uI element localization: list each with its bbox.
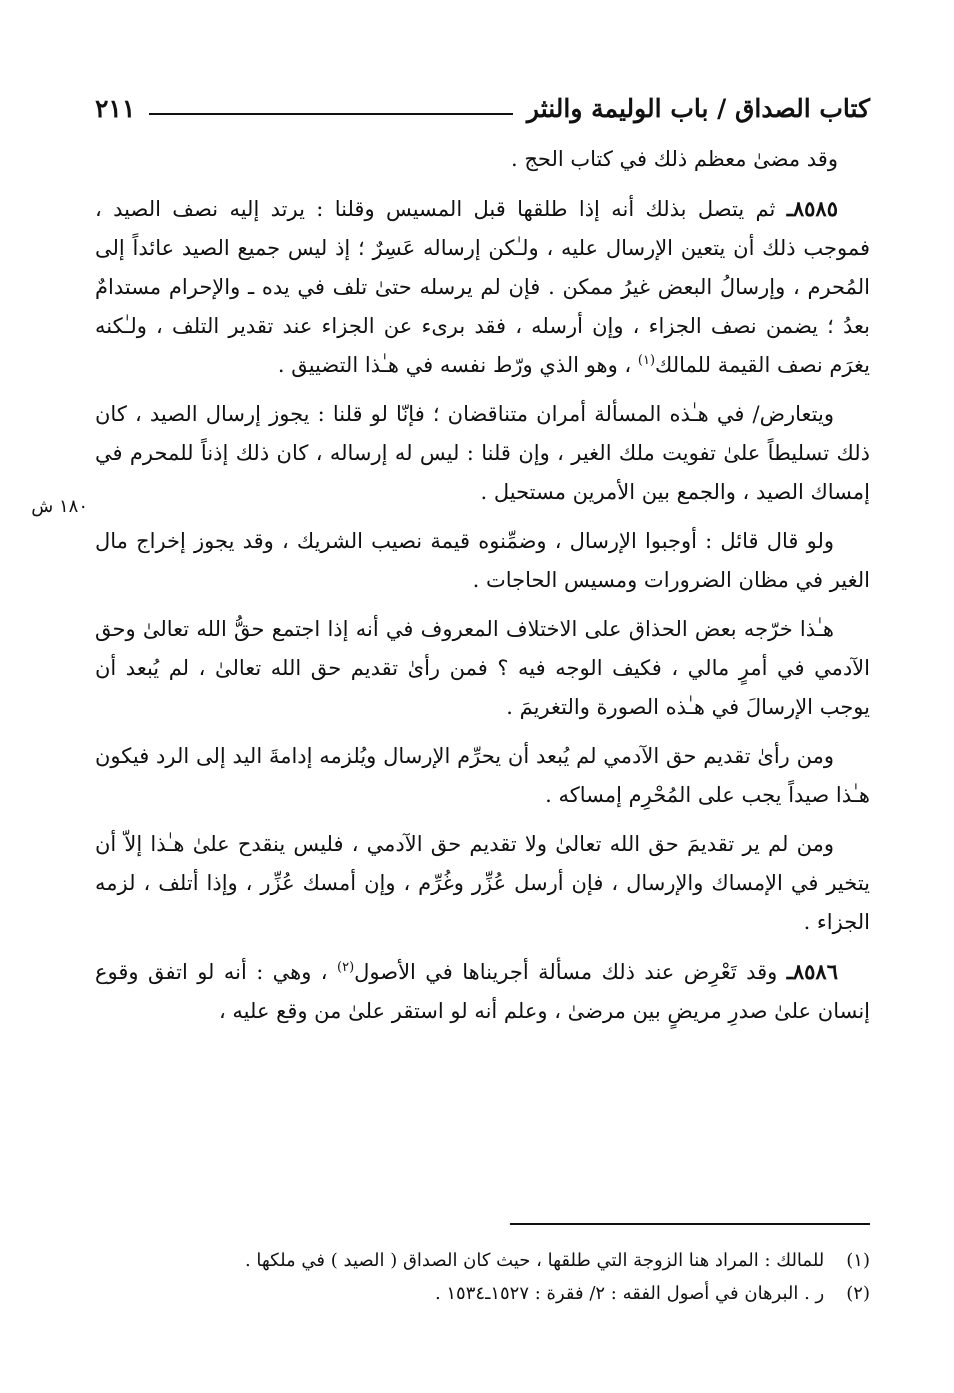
header-rule: [149, 113, 513, 115]
margin-note: ١٨٠ ش: [31, 496, 88, 517]
paragraph: [95, 737, 870, 815]
paragraph-text: وقد تَعْرِض عند ذلك مسألة أجريناها في الأصول: [354, 960, 778, 984]
footnote-text: ر . البرهان في أصول الفقه : ٢/ فقرة : ١٥٢٧ـ١٥٣٤ .: [434, 1283, 825, 1304]
footnote: [95, 1244, 870, 1277]
paragraph-number: ٨٥٨٥ـ: [786, 196, 838, 221]
paragraph-text: وقد مضىٰ معظم ذلك في كتاب الحج .: [511, 147, 838, 171]
paragraph-text: ولو قال قائل : أوجبوا الإرسال ، وضمِّنوه قيمة نصيب الشريك ، وقد يجوز إخراج مال الغير في مظان الضرورات ومسيس الحاجات .: [95, 529, 870, 592]
paragraph-numbered: [95, 952, 870, 1031]
footnote-divider: [510, 1223, 870, 1225]
paragraph-text: ويتعارض/ في هـٰذه المسألة أمران متناقضان ؛ فإنّا لو قلنا : يجوز إرسال الصيد ، كان ذلك تسليطاً علىٰ تفويت ملك الغير ، وإن قلنا : ليس له إرساله ، كان ذلك إذناً للمحرم في إمساك الصيد ، والجمع بين الأمرين مستحيل .: [95, 402, 870, 504]
paragraph-text: ثم يتصل بذلك أنه إذا طلقها قبل المسيس وقلنا : يرتد إليه نصف الصيد ، فموجب ذلك أن يتعين الإرسال عليه ، ولـٰكن إرساله عَسِرٌ ؛ إذ ليس جميع الصيد عائداً إلى المُحرم ، وإرسالُ البعض غيرُ ممكن . فإن لم يرسله حتىٰ تلف في يده ـ والإحرام مستدامٌ بعدُ ؛ يضمن نصف الجزاء ، وإن أرسله ، فقد برىء عن الجزاء عند تقدير التلف ، ولـٰكنه يغرَم نصف القيمة للمالك: [95, 197, 870, 377]
running-header: [95, 88, 870, 128]
paragraph: [95, 395, 870, 512]
footnote-ref[interactable]: (١): [637, 353, 656, 368]
paragraph-text-cont: ، وهي : أنه لو اتفق وقوع إنسان علىٰ صدرِ مريضٍ بين مرضىٰ ، وعلم أنه لو استقر علىٰ من وقع عليه ،: [95, 960, 870, 1023]
footnotes: [95, 1244, 870, 1310]
footnote-ref[interactable]: (٢): [337, 960, 355, 975]
paragraph-numbered: [95, 189, 870, 385]
paragraph-number: ٨٥٨٦ـ: [786, 959, 838, 984]
paragraph-text: هـٰذا خرّجه بعض الحذاق على الاختلاف المعروف في أنه إذا اجتمع حقُّ الله تعالىٰ وحق الآدمي في أمرٍ مالي ، فكيف الوجه فيه ؟ فمن رأىٰ تقديم حق الله تعالىٰ ، لم يُبعد أن يوجب الإرسالَ في هـٰذه الصورة والتغريمَ .: [95, 617, 870, 719]
paragraph: [95, 610, 870, 727]
footnote-number: (١): [846, 1250, 870, 1271]
paragraph-text-cont: ، وهو الذي ورّط نفسه في هـٰذا التضييق .: [277, 353, 638, 377]
paragraph: [95, 522, 870, 600]
footnote-number: (٢): [846, 1283, 870, 1304]
header-title: كتاب الصداق / باب الوليمة والنثر: [526, 93, 870, 123]
page-number: ٢١١: [95, 93, 136, 123]
paragraph: [95, 140, 870, 179]
footnote: [95, 1277, 870, 1310]
footnote-text: للمالك : المراد هنا الزوجة التي طلقها ، حيث كان الصداق ( الصيد ) في ملكها .: [244, 1250, 825, 1271]
main-text: [95, 140, 870, 1041]
paragraph-text: ومن رأىٰ تقديم حق الآدمي لم يُبعد أن يحرِّم الإرسال ويُلزمه إدامةَ اليد إلى الرد فيكون هـٰذا صيداً يجب على المُحْرِم إمساكه .: [95, 744, 870, 807]
paragraph: [95, 825, 870, 942]
paragraph-text: ومن لم ير تقديمَ حق الله تعالىٰ ولا تقديم حق الآدمي ، فليس ينقدح علىٰ هـٰذا إلاّ أن يتخير في الإمساك والإرسال ، فإن أرسل عُزِّر وغُرِّم ، وإن أمسك عُزِّر ، وإذا أتلف ، لزمه الجزاء .: [95, 832, 870, 934]
